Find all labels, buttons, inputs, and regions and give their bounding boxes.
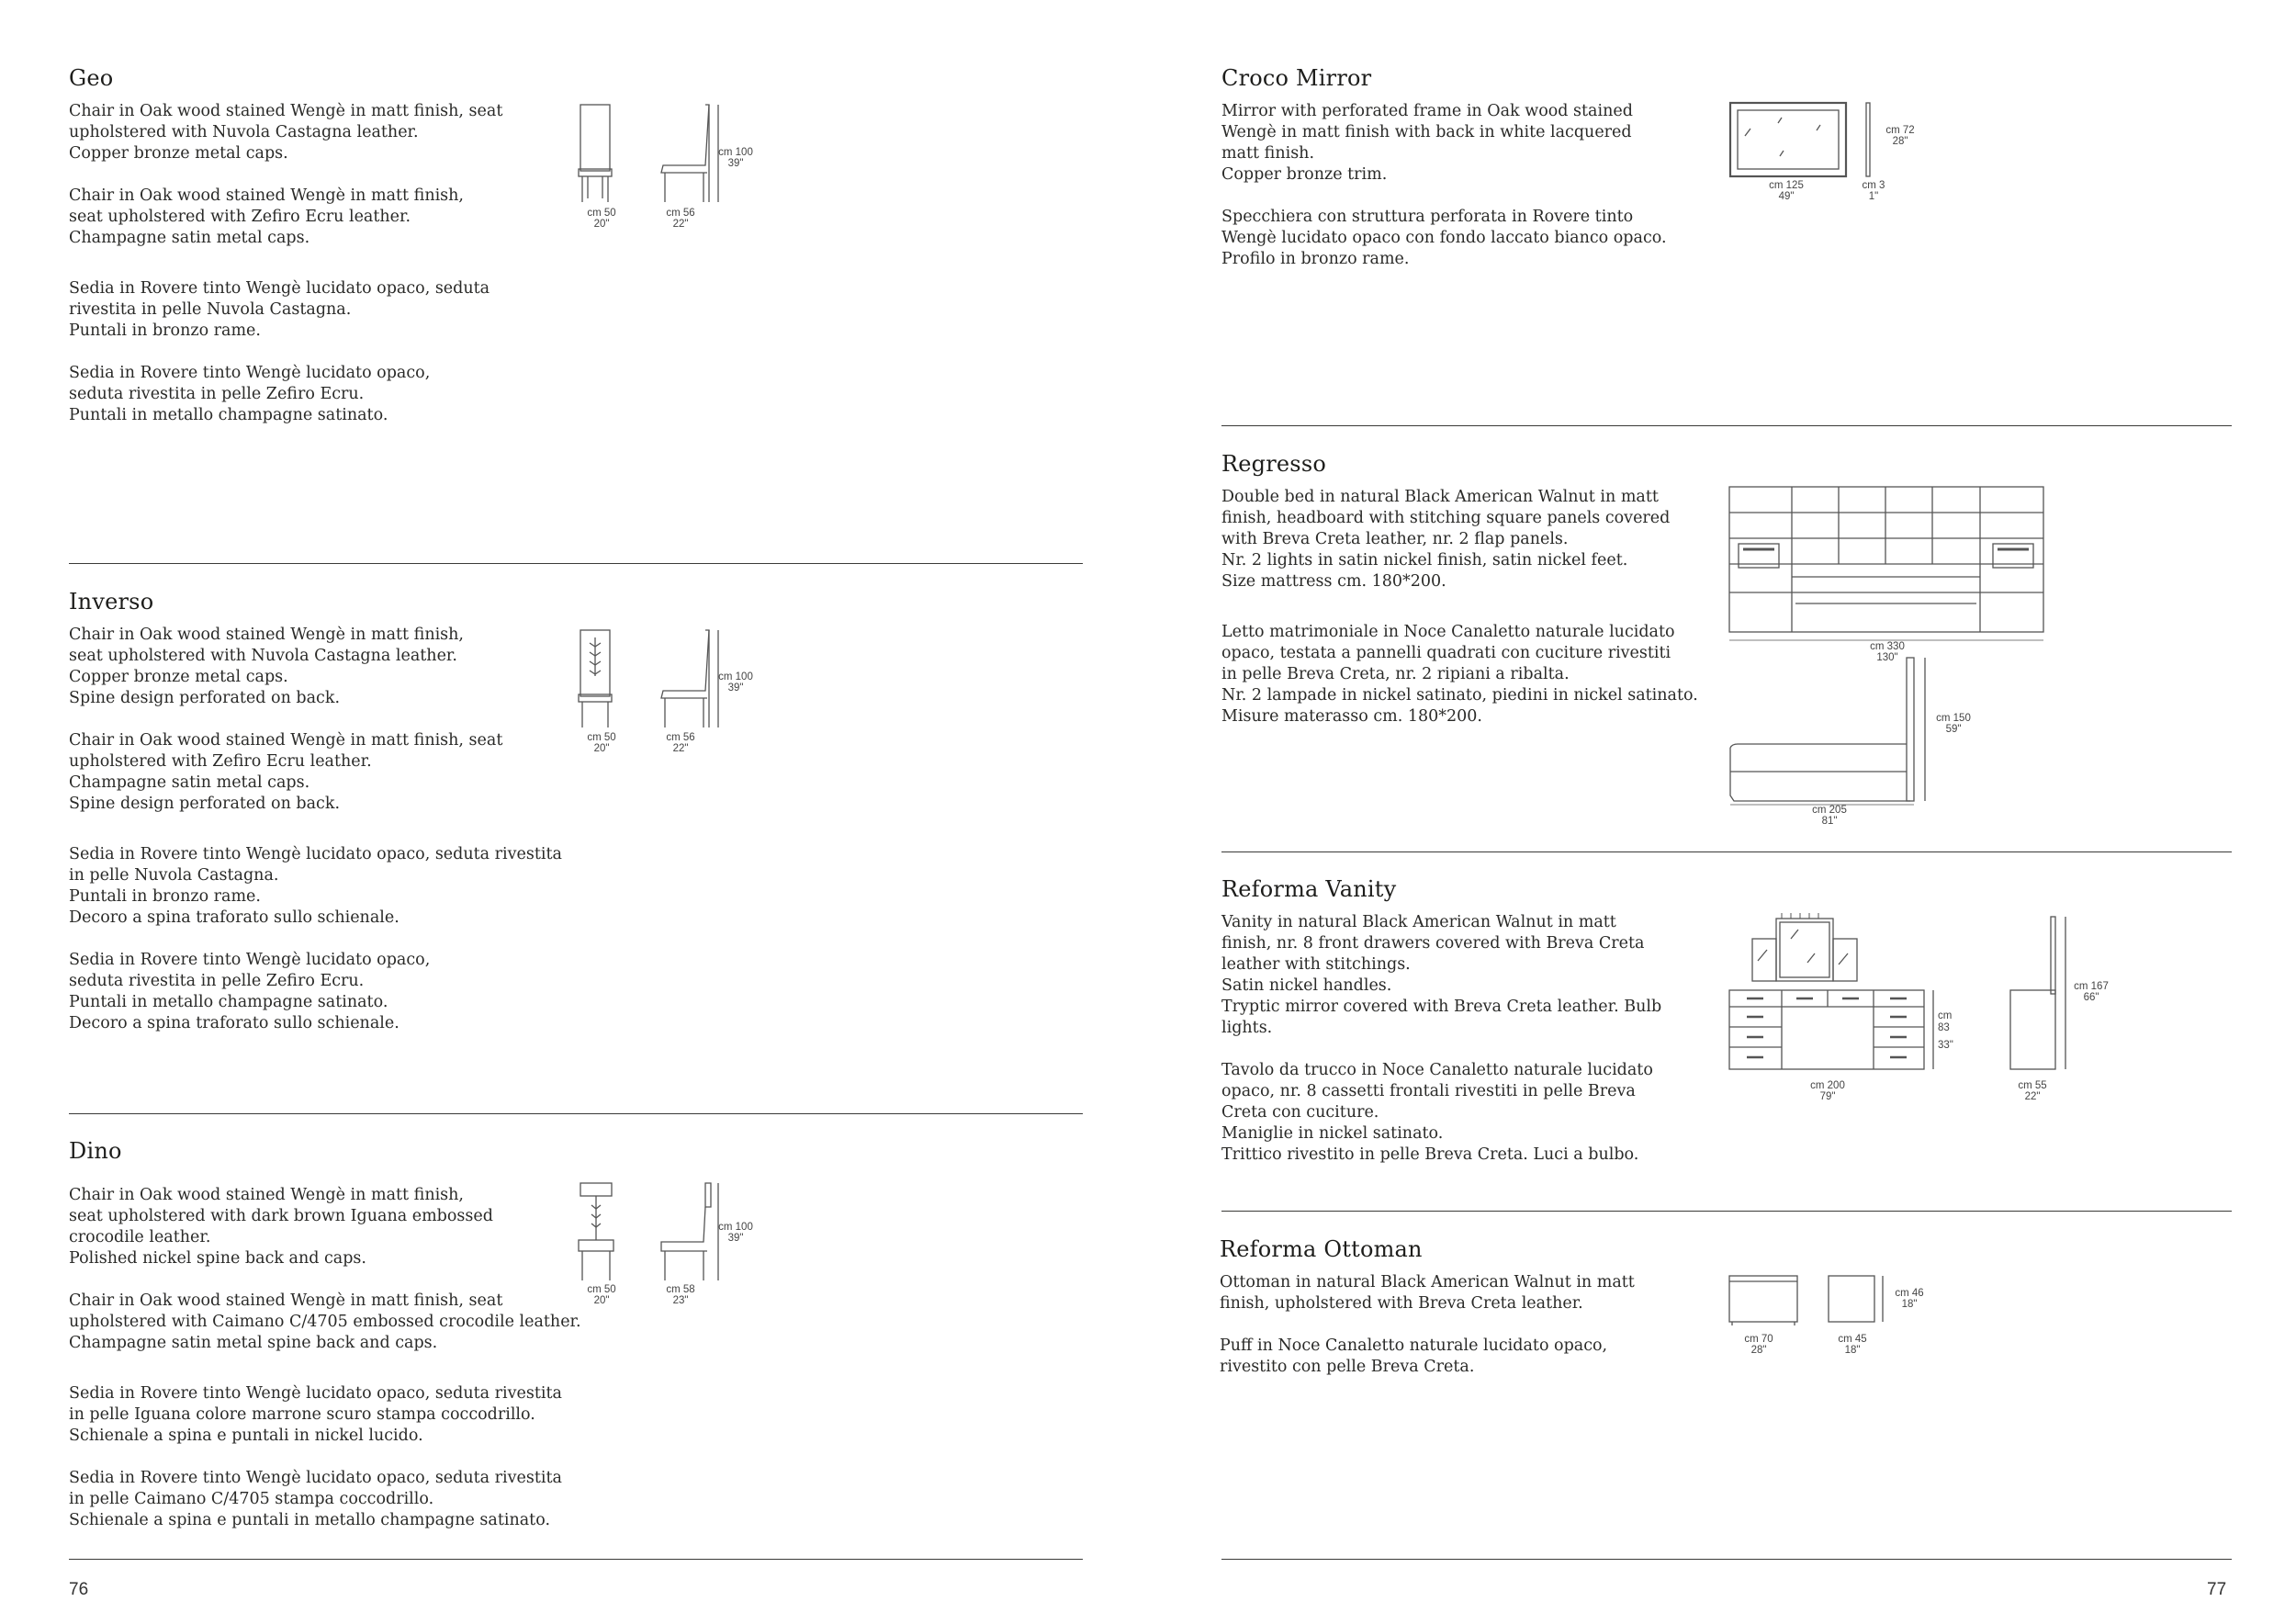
ottoman-height-dim: cm 46 18" [1895, 1288, 1924, 1310]
description-it-2: Sedia in Rovere tinto Wengè lucidato opaco, seduta rivestita in pelle Caimano C/4705 stampa coccodrillo. Schienale a spina e puntali in metallo champagne satinato. [69, 1469, 562, 1529]
divider [1221, 425, 2232, 426]
ottoman-depth-dim: cm 45 18" [1838, 1334, 1867, 1356]
croco-height-dim: cm 72 28" [1885, 125, 1915, 147]
section-dino [69, 1137, 583, 1552]
description-en-2: Chair in Oak wood stained Wengè in matt finish, seat upholstered with Caimano C/4705 embossed crocodile leather. Champagne satin metal spine back and caps. [69, 1291, 581, 1352]
description-it: Tavolo da trucco in Noce Canaletto naturale lucidato opaco, nr. 8 cassetti frontali rivestiti in pelle Breva Creta con cuciture. Maniglie in nickel satinato. Trittico rivestito in pelle Breva Creta. Luci a bulbo. [1221, 1061, 1653, 1164]
divider [69, 1559, 1083, 1560]
divider [1221, 851, 2232, 852]
divider [1221, 1559, 2232, 1560]
inverso-height-dim: cm 100 39" [718, 671, 753, 694]
ottoman-width-dim: cm 70 28" [1744, 1334, 1773, 1356]
geo-depth-dim: cm 56 22" [666, 208, 695, 230]
geo-height-dim: cm 100 39" [718, 147, 753, 169]
croco-depth-dim: cm 3 1" [1862, 180, 1885, 202]
description-en-2: Chair in Oak wood stained Wengè in matt finish, seat upholstered with Zefiro Ecru leather. Champagne satin metal caps. Spine design perforated on back. [69, 731, 503, 813]
regresso-bed-front-drawing [1727, 484, 2048, 637]
description-en-1: Chair in Oak wood stained Wengè in matt finish, seat upholstered with Nuvola Castagna leather. Copper bronze metal caps. Spine design perforated on back. [69, 626, 464, 707]
croco-mirror-side-drawing [1864, 101, 1874, 180]
section-title: Reforma Vanity [1221, 876, 1397, 902]
description-en-1: Chair in Oak wood stained Wengè in matt finish, seat upholstered with dark brown Iguana embossed crocodile leather. Polished nickel spine back and caps. [69, 1186, 493, 1268]
inverso-chair-drawing [569, 625, 730, 735]
divider [69, 1113, 1083, 1114]
description-en-2: Chair in Oak wood stained Wengè in matt finish, seat upholstered with Zefiro Ecru leather. Champagne satin metal caps. [69, 186, 464, 247]
regresso-length-dim: cm 205 81" [1812, 805, 1847, 827]
section-inverso [69, 588, 583, 1055]
description-it-2: Sedia in Rovere tinto Wengè lucidato opaco, seduta rivestita in pelle Zefiro Ecru. Puntali in metallo champagne satinato. [69, 364, 431, 424]
section-title: Regresso [1221, 451, 1326, 477]
vanity-table-height-dim: cm 83 33" [1938, 1010, 1953, 1051]
section-reforma-vanity [1221, 875, 1699, 1187]
divider [69, 563, 1083, 564]
section-title: Geo [69, 65, 114, 91]
description-it-2: Sedia in Rovere tinto Wengè lucidato opaco, seduta rivestita in pelle Zefiro Ecru. Puntali in metallo champagne satinato. Decoro a spina traforato sullo schienale. [69, 951, 431, 1032]
section-geo [69, 64, 583, 447]
vanity-side-drawing [2007, 913, 2071, 1078]
regresso-bed-side-drawing [1727, 652, 1947, 808]
section-title: Dino [69, 1138, 122, 1164]
description-it: Specchiera con struttura perforata in Rovere tinto Wengè lucidato opaco con fondo laccato bianco opaco. Profilo in bronzo rame. [1221, 208, 1667, 268]
description-it-1: Sedia in Rovere tinto Wengè lucidato opaco, seduta rivestita in pelle Iguana colore marrone scuro stampa coccodrillo. Schienale a spina e puntali in nickel lucido. [69, 1384, 562, 1445]
section-regresso [1221, 450, 1699, 749]
vanity-height-dim: cm 167 66" [2074, 981, 2109, 1003]
vanity-front-drawing [1727, 909, 1938, 1080]
right-page [1148, 0, 2296, 1624]
geo-width-dim: cm 50 20" [587, 208, 616, 230]
section-croco-mirror [1221, 64, 1699, 291]
dino-width-dim: cm 50 20" [587, 1284, 616, 1306]
dino-height-dim: cm 100 39" [718, 1222, 753, 1244]
croco-mirror-drawing [1727, 99, 1855, 182]
divider [1221, 1211, 2232, 1212]
regresso-width-dim: cm 330 130" [1870, 641, 1905, 663]
ottoman-front-drawing [1727, 1273, 1809, 1330]
section-title: Reforma Ottoman [1220, 1236, 1423, 1262]
description-it-1: Sedia in Rovere tinto Wengè lucidato opaco, seduta rivestita in pelle Nuvola Castagna. Puntali in bronzo rame. [69, 279, 490, 340]
regresso-height-dim: cm 150 59" [1936, 713, 1971, 735]
dino-depth-dim: cm 58 23" [666, 1284, 695, 1306]
croco-width-dim: cm 125 49" [1769, 180, 1804, 202]
section-title: Inverso [69, 589, 154, 615]
description-it-1: Sedia in Rovere tinto Wengè lucidato opaco, seduta rivestita in pelle Nuvola Castagna. Puntali in bronzo rame. Decoro a spina traforato sullo schienale. [69, 845, 562, 927]
description-en: Double bed in natural Black American Walnut in matt finish, headboard with stitching square panels covered with Breva Creta leather, nr. 2 flap panels. Nr. 2 lights in satin nickel finish, satin nickel feet. Size mattress cm. 180*200. [1221, 488, 1671, 591]
section-title: Croco Mirror [1221, 65, 1372, 91]
description-en: Mirror with perforated frame in Oak wood stained Wengè in matt finish with back in white lacquered matt finish. Copper bronze trim. [1221, 102, 1633, 184]
section-reforma-ottoman [1220, 1235, 1697, 1399]
page-number: 76 [69, 1580, 89, 1599]
vanity-depth-dim: cm 55 22" [2018, 1080, 2047, 1102]
description-it: Puff in Noce Canaletto naturale lucidato opaco, rivestito con pelle Breva Creta. [1220, 1336, 1608, 1376]
description-en: Vanity in natural Black American Walnut in matt finish, nr. 8 front drawers covered with Breva Creta leather with stitchings. Satin nickel handles. Tryptic mirror covered with Breva Creta leather. Bulb lights. [1221, 913, 1662, 1037]
description-en: Ottoman in natural Black American Walnut in matt finish, upholstered with Breva Creta leather. [1220, 1273, 1635, 1313]
dino-chair-drawing [569, 1178, 730, 1288]
vanity-width-dim: cm 200 79" [1810, 1080, 1845, 1102]
page-number: 77 [2207, 1580, 2227, 1599]
inverso-width-dim: cm 50 20" [587, 732, 616, 754]
description-en-1: Chair in Oak wood stained Wengè in matt finish, seat upholstered with Nuvola Castagna leather. Copper bronze metal caps. [69, 102, 503, 163]
geo-chair-drawing [569, 99, 730, 209]
ottoman-side-drawing [1826, 1273, 1890, 1330]
inverso-depth-dim: cm 56 22" [666, 732, 695, 754]
description-it: Letto matrimoniale in Noce Canaletto naturale lucidato opaco, testata a pannelli quadrati con cuciture rivestiti in pelle Breva Creta, nr. 2 ripiani a ribalta. Nr. 2 lampade in nickel satinato, piedini in nickel satinato. Misure materasso cm. 180*200. [1221, 623, 1698, 726]
